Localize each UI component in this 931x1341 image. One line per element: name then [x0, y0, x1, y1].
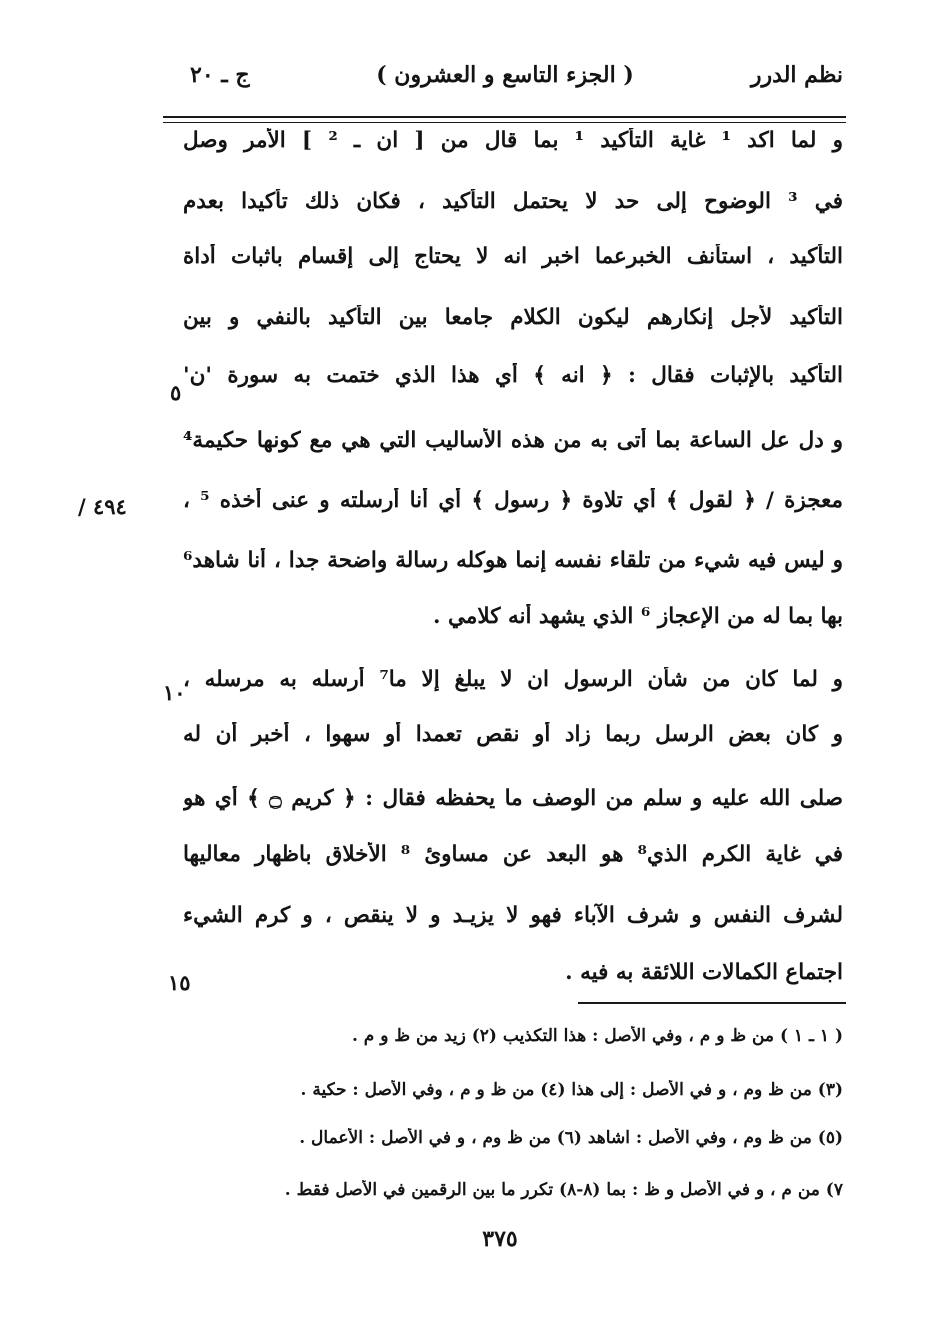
text-line: التأكيد ، استأنف الخبرعما اخبر انه لا يحتاج إلى إقسام باثبات أداة	[183, 244, 843, 269]
text-line: بها بما له من الإعجاز ⁶ الذي يشهد أنه كلامي .	[433, 604, 843, 629]
running-head-volume: ج ـ ٢٠	[190, 62, 250, 88]
text-line: معجزة / ﴿ لقول ﴾ أي تلاوة ﴿ رسول ﴾ أي أنا أرسلته و عنى أخذه ⁵ ،	[183, 488, 843, 513]
text-line: التأكيد بالإثبات فقال : ﴿ انه ﴾ أي هذا الذي ختمت به سورة 'ن'	[183, 363, 843, 388]
folio-marker: ٤٩٤ /	[78, 494, 127, 519]
footnote-line: ٧) من م ، و في الأصل و ظ : بما (٨-٨) تكرر ما بين الرقمين في الأصل فقط .	[284, 1180, 843, 1200]
text-line: اجتماع الكمالات اللائقة به فيه .	[565, 960, 843, 985]
text-line: التأكيد لأجل إنكارهم ليكون الكلام جامعا بين التأكيد بالنفي و بين	[183, 305, 843, 330]
line-number-15: ١٥	[168, 970, 191, 995]
text-line: و كان بعض الرسل ربما زاد أو نقص تعمدا أو سهوا ، أخبر أن له	[183, 722, 843, 747]
running-head-book-title: نظم الدرر	[750, 62, 843, 88]
text-line: صلى الله عليه و سلم من الوصف ما يحفظه فقال : ﴿ كريم ۝ ﴾ أي هو	[183, 786, 843, 811]
text-line: لشرف النفس و شرف الآباء فهو لا يزيـد و لا ينقص ، و كرم الشيء	[183, 903, 843, 928]
running-head-part-title: ( الجزء التاسع و العشرون )	[376, 62, 634, 88]
page-number: ٣٧٥	[482, 1226, 518, 1252]
line-number-5: ٥	[170, 380, 182, 405]
header-rule-thin	[163, 122, 846, 123]
header-rule-thick	[163, 116, 846, 118]
footnote-rule	[578, 1002, 846, 1004]
text-line: في غاية الكرم الذي⁸ هو البعد عن مساوئ ⁸ الأخلاق باظهار معاليها	[183, 842, 843, 867]
text-line: و ليس فيه شيء من تلقاء نفسه إنما هوكله رسالة واضحة جدا ، أنا شاهد⁶	[183, 548, 843, 573]
text-line: و لما كان من شأن الرسول ان لا يبلغ إلا ما⁷ أرسله به مرسله ،	[183, 667, 843, 692]
line-number-10: ١٠	[163, 680, 186, 705]
text-line: و دل عل الساعة بما أتى به من هذه الأساليب التي هي مع كونها حكيمة⁴	[183, 428, 843, 453]
text-line: و لما اكد ¹ غاية التأكيد ¹ بما قال من [ ان ـ ² ] الأمر وصل	[183, 128, 843, 153]
footnote-line: (٣) من ظ وم ، و في الأصل : إلى هذا (٤) من ظ و م ، وفي الأصل : حكية .	[300, 1080, 843, 1100]
text-line: في ³ الوضوح إلى حد لا يحتمل التأكيد ، فكان ذلك تأكيدا بعدم	[183, 189, 843, 214]
footnote-line: (٥) من ظ وم ، وفي الأصل : اشاهد (٦) من ظ وم ، و في الأصل : الأعمال .	[299, 1128, 843, 1148]
footnote-line: ( ١ ـ ١ ) من ظ و م ، وفي الأصل : هذا التكذيب (٢) زيد من ظ و م .	[351, 1026, 843, 1046]
